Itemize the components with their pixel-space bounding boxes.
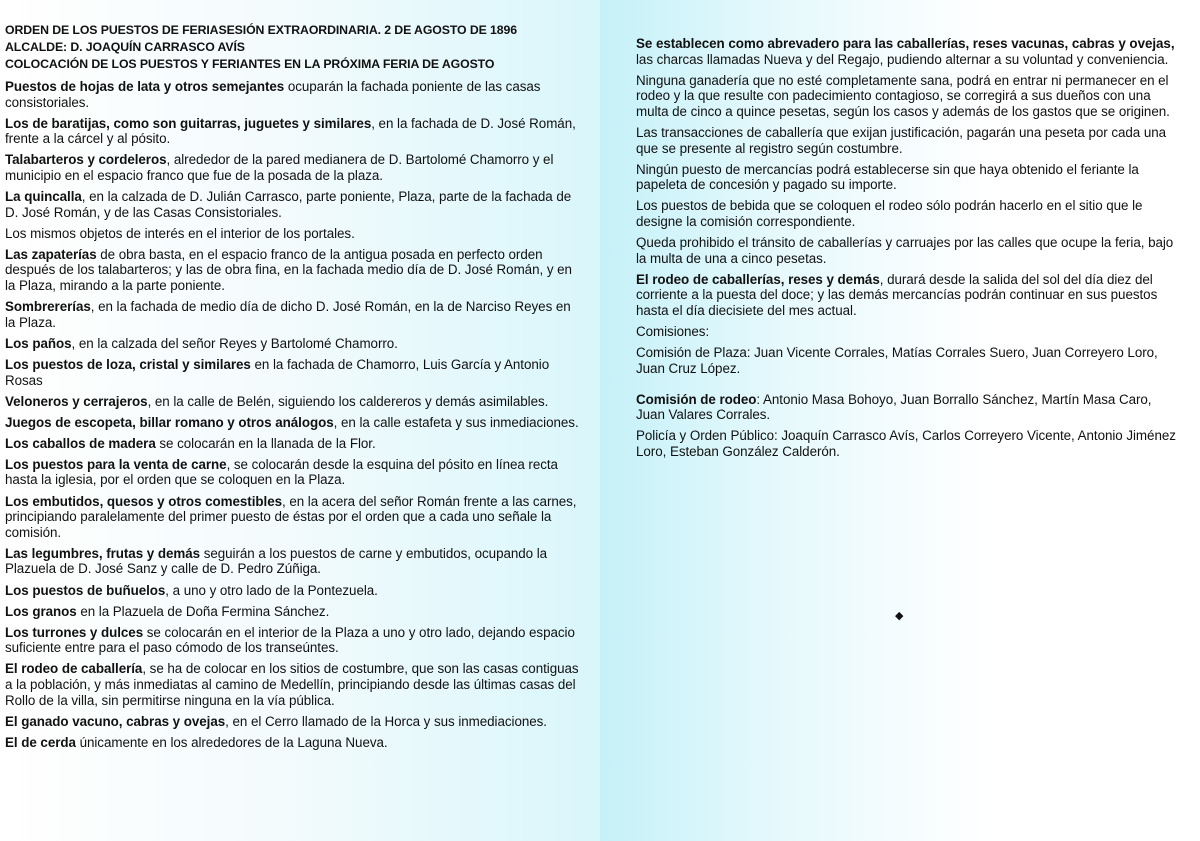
paragraph: Los caballos de madera se colocarán en la llanada de la Flor. (5, 435, 376, 451)
paragraph: Los puestos de bebida que se coloquen el rodeo sólo podrán hacerlo en el sitio que le designe la comisión correspondiente. (636, 198, 1143, 229)
header-subtitle: COLOCACIÓN DE LOS PUESTOS Y FERIANTES EN LA PRÓXIMA FERIA DE AGOSTO (5, 57, 495, 71)
paragraph: El ganado vacuno, cabras y ovejas, en el Cerro llamado de la Horca y sus inmediaciones. (5, 713, 547, 729)
paragraph: Las legumbres, frutas y demás seguirán a los puestos de carne y embutidos, ocupando la Plazuela de D. José Sanz y calle de D. Pedro Zúñiga. (5, 545, 548, 577)
diamond-ornament-icon: ◆ (895, 610, 904, 622)
paragraph: Los puestos para la venta de carne, se colocarán desde la esquina del pósito en línea recta hasta la iglesia, por el orden que se coloquen en la Plaza. (5, 456, 558, 488)
paragraph: Los mismos objetos de interés en el interior de los portales. (5, 225, 355, 241)
paragraph: Comisión de Plaza: Juan Vicente Corrales, Matías Corrales Suero, Juan Correyero Loro, Juan Cruz López. (636, 345, 1158, 376)
paragraph: La quincalla, en la calzada de D. Julián Carrasco, parte poniente, Plaza, parte de la fachada de D. José Román, y de las Casas Consistoriales. (5, 189, 572, 220)
paragraph: Los puestos de buñuelos, a uno y otro lado de la Pontezuela. (5, 582, 378, 598)
paragraph: Juegos de escopeta, billar romano y otros análogos, en la calle estafeta y sus inmediaciones. (5, 414, 579, 430)
paragraph: Comisión de rodeo: Antonio Masa Bohoyo, Juan Borrallo Sánchez, Martín Masa Caro, Juan Valares Corrales. (636, 391, 1152, 423)
paragraph: Ninguna ganadería que no esté completamente sana, podrá en entrar ni permanecer en el rodeo y la que resulte con padecimiento contagioso, se corregirá a sus dueños con una multa de cinco a quince pesetas, según los casos y además de los gastos que se originen. (636, 72, 1170, 119)
paragraph: Los granos en la Plazuela de Doña Fermina Sánchez. (5, 603, 330, 619)
paragraph: Los paños, en la calzada del señor Reyes y Bartolomé Chamorro. (5, 335, 398, 351)
paragraph: El rodeo de caballería, se ha de colocar en los sitios de costumbre, que son las casas contiguas a la población, y más inmediatas al camino de Medellín, principiando desde las últimas casas del Rollo de la villa, sin permitirse ninguna en la vía pública. (5, 661, 579, 708)
paragraph: Las zapaterías de obra basta, en el espacio franco de la antigua posada en perfecto orden después de los talabarteros; y las de obra fina, en la fachada medio día de D. José Román, y en la Plaza, mirando a la parte poniente. (5, 246, 572, 294)
paragraph: Los puestos de loza, cristal y similares en la fachada de Chamorro, Luis García y Antonio Rosas (5, 356, 550, 388)
paragraph: Las transacciones de caballería que exijan justificación, pagarán una peseta por cada una que se presente al registro según costumbre. (636, 124, 1167, 156)
paragraph: El rodeo de caballerías, reses y demás, durará desde la salida del sol del día diez del corriente a la puesta del doce; y las demás mercancías podrán continuar en sus puestos hasta el día diecisiete del mes actual. (636, 271, 1158, 318)
paragraph: El de cerda únicamente en los alrededores de la Laguna Nueva. (5, 734, 388, 750)
spacer (636, 382, 1178, 392)
paragraph: Los embutidos, quesos y otros comestibles, en la acera del señor Román frente a las carnes, principiando paralelamente del primer puesto de éstas por el orden que a cada uno señale la comisión. (5, 493, 577, 540)
paragraph: Policía y Orden Público: Joaquín Carrasco Avís, Carlos Correyero Vicente, Antonio Jiménez Loro, Esteban González Calderón. (636, 428, 1176, 460)
paragraph: Queda prohibido el tránsito de caballerías y carruajes por las calles que ocupe la feria, bajo la multa de una a cinco pesetas. (636, 235, 1174, 266)
paragraph: Sombrererías, en la fachada de medio día de dicho D. José Román, en la de Narciso Reyes en la Plaza. (5, 299, 571, 330)
paragraph: Veloneros y cerrajeros, en la calle de Belén, siguiendo los caldereros y demás asimilables. (5, 393, 549, 409)
paragraph: Se establecen como abrevadero para las caballerías, reses vacunas, cabras y ovejas, las charcas llamadas Nueva y del Regajo, pudiendo alternar a su voluntad y conveniencia. (636, 36, 1175, 67)
right-column (600, 0, 1200, 841)
paragraph: Talabarteros y cordeleros, alrededor de la pared medianera de D. Bartolomé Chamorro y el municipio en el espacio franco que fue de la posada de la plaza. (5, 152, 554, 183)
section-label: Comisiones: (636, 324, 710, 339)
header-title: ORDEN DE LOS PUESTOS DE FERIASESIÓN EXTRAORDINARIA. 2 DE AGOSTO DE 1896 (5, 23, 517, 37)
paragraph: Puestos de hojas de lata y otros semejantes ocuparán la fachada poniente de las casas consistoriales. (5, 79, 541, 110)
header-mayor: ALCALDE: D. JOAQUÍN CARRASCO AVÍS (5, 40, 245, 54)
document-header (5, 22, 584, 73)
paragraph: Los turrones y dulces se colocarán en el interior de la Plaza a uno y otro lado, dejando espacio suficiente entre para el paso cómodo de los transeúntes. (5, 624, 575, 656)
paragraph: Ningún puesto de mercancías podrá establecerse sin que haya obtenido el feriante la papeleta de concesión y pagado su importe. (636, 161, 1139, 193)
paragraph: Los de baratijas, como son guitarras, juguetes y similares, en la fachada de D. José Román, frente a la cárcel y al pósito. (5, 115, 576, 147)
